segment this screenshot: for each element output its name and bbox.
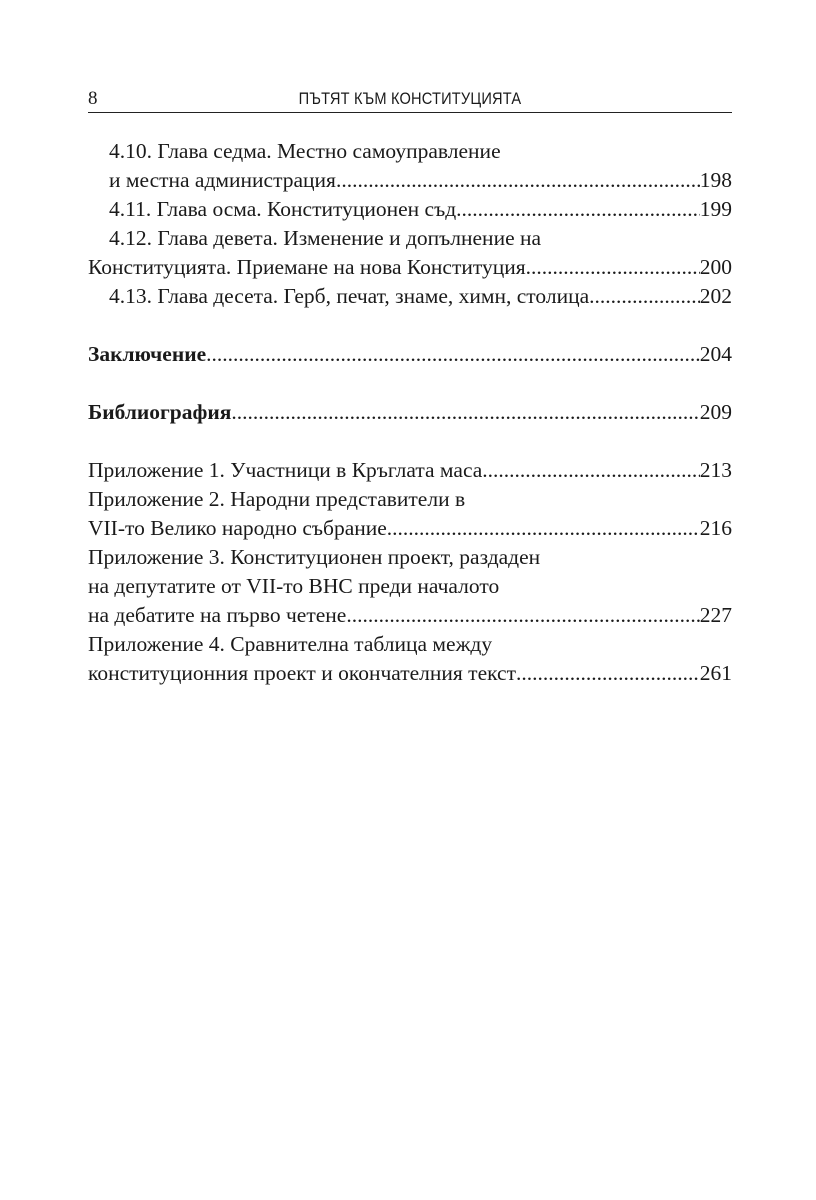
dot-leader — [336, 166, 700, 195]
dot-leader — [516, 659, 700, 688]
toc-page-number: 216 — [699, 516, 732, 540]
toc-entry-label: Заключение — [88, 342, 207, 366]
toc-entry-label: Конституцията. Приемане на нова Конституция — [88, 255, 526, 279]
dot-leader — [387, 514, 700, 543]
toc-entry-conclusion[interactable] — [88, 340, 732, 369]
dot-leader — [482, 456, 699, 485]
toc-entry-appendix-4-line1: Приложение 4. Сравнителна таблица между — [88, 632, 493, 656]
toc-entry-appendix-2-line1: Приложение 2. Народни представители в — [88, 487, 466, 511]
toc-entry-label: Приложение 1. Участници в Кръглата маса — [88, 458, 483, 482]
dot-leader — [206, 340, 700, 369]
toc-entry-4-12-line1: 4.12. Глава девета. Изменение и допълнение на — [109, 226, 542, 250]
toc-page-number: 209 — [699, 400, 732, 424]
toc-entry-label: 4.13. Глава десета. Герб, печат, знаме, химн, столица — [109, 284, 590, 308]
page-number: 8 — [88, 88, 98, 109]
toc-page-number: 198 — [699, 168, 732, 192]
toc-entry-label: 4.11. Глава осма. Конституционен съд — [109, 197, 457, 221]
toc-entry-appendix-3[interactable] — [88, 601, 732, 630]
running-title: ПЪТЯТ КЪМ КОНСТИТУЦИЯТА — [298, 89, 522, 108]
toc-entry-label: на дебатите на първо четене — [88, 603, 347, 627]
toc-entry-4-10-line1: 4.10. Глава седма. Местно самоуправление — [109, 139, 501, 163]
toc-entry-bibliography[interactable] — [88, 398, 732, 427]
toc-page-number: 261 — [699, 661, 732, 685]
toc-entry-label: Библиография — [88, 400, 232, 424]
dot-leader — [231, 398, 699, 427]
toc-entry-label: и местна администрация — [109, 168, 336, 192]
spacer — [88, 427, 732, 456]
dot-leader — [589, 282, 700, 311]
toc-page-number: 199 — [699, 197, 732, 221]
toc-page-number: 202 — [699, 284, 732, 308]
toc-entry-4-11[interactable] — [88, 195, 732, 224]
dot-leader — [346, 601, 699, 630]
toc-entry-label: конституционния проект и окончателния текст — [88, 661, 516, 685]
spacer — [88, 311, 732, 340]
spacer — [88, 369, 732, 398]
toc-entry-4-13[interactable] — [88, 282, 732, 311]
toc-entry-4-12[interactable] — [88, 253, 732, 282]
running-header — [88, 88, 732, 113]
toc-entry-appendix-2[interactable] — [88, 514, 732, 543]
toc-entry-4-10[interactable] — [88, 166, 732, 195]
toc-entry-appendix-1[interactable] — [88, 456, 732, 485]
toc-entry-appendix-3-line1: Приложение 3. Конституционен проект, раздаден — [88, 545, 541, 569]
toc-entry-label: VII-то Велико народно събрание — [88, 516, 387, 540]
toc-page-number: 204 — [699, 342, 732, 366]
toc-page-number: 200 — [699, 255, 732, 279]
toc-entry-appendix-3-line2: на депутатите от VII-то ВНС преди началото — [88, 574, 500, 598]
dot-leader — [526, 253, 700, 282]
toc-page-number: 213 — [699, 458, 732, 482]
table-of-contents — [88, 137, 732, 688]
dot-leader — [456, 195, 700, 224]
toc-entry-appendix-4[interactable] — [88, 659, 732, 688]
toc-page-number: 227 — [699, 603, 732, 627]
